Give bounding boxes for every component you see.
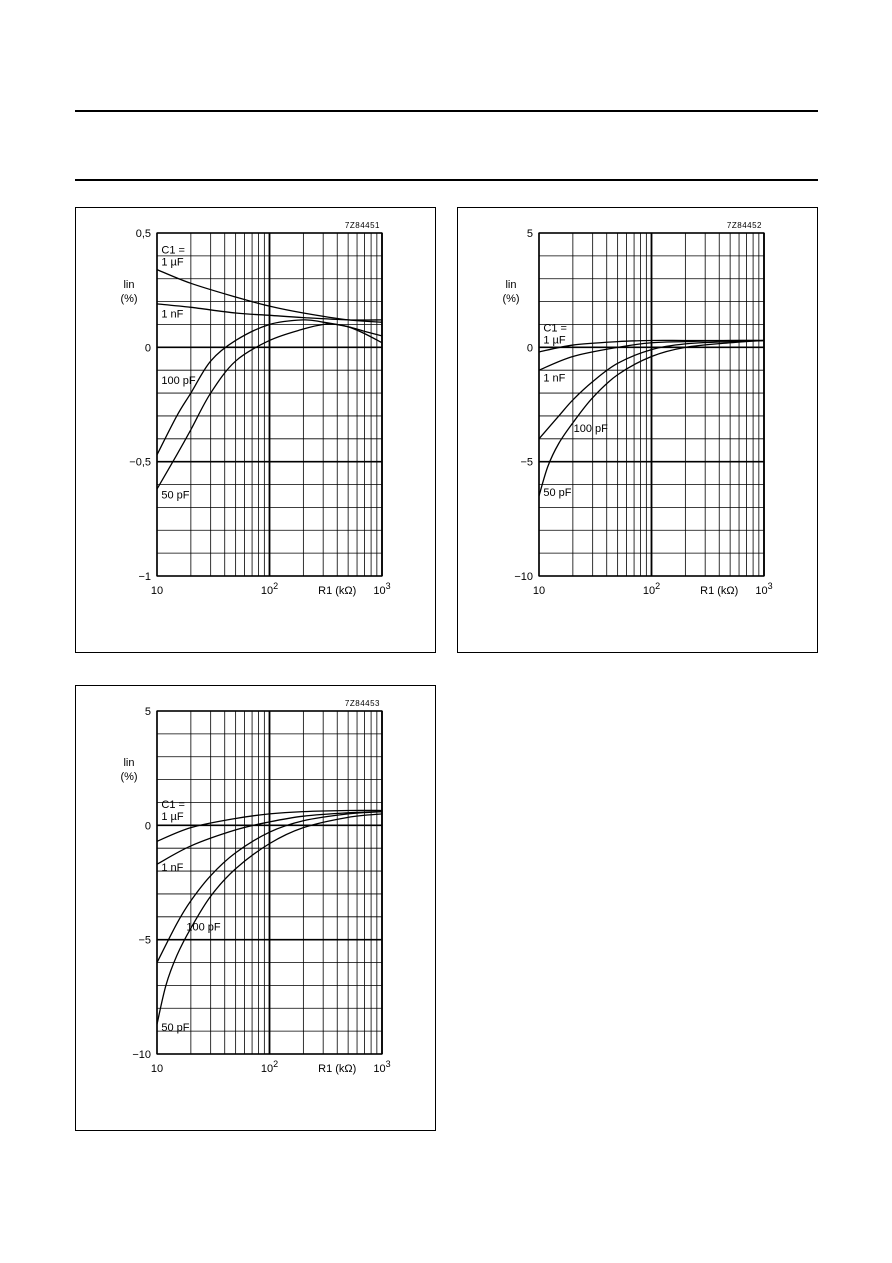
- series-label: C1 = 1 µF: [161, 244, 185, 269]
- x-axis-label: R1 (kΩ): [700, 585, 739, 597]
- y-tick-label: −10: [132, 1049, 151, 1061]
- series-label: 50 pF: [161, 489, 190, 502]
- chart-panel-2: [457, 207, 818, 653]
- x-tick-label: $10^3$: [373, 581, 391, 597]
- chart-2: [458, 208, 819, 654]
- series-label: 1 nF: [161, 862, 184, 875]
- chart-grid: [157, 233, 382, 576]
- chart-1: [76, 208, 437, 654]
- y-tick-label: −1: [138, 571, 151, 583]
- x-tick-label: $10^3$: [373, 1059, 391, 1075]
- y-tick-label: −10: [514, 571, 533, 583]
- y-tick-label: −5: [520, 456, 533, 469]
- y-tick-label: 0: [144, 820, 151, 833]
- series-label: C1 = 1 µF: [543, 322, 567, 347]
- figure-reference-code: 7Z84451: [344, 221, 380, 230]
- header-rule-bottom: [75, 179, 818, 181]
- y-tick-label: −5: [138, 934, 151, 947]
- x-tick-label: 10: [532, 585, 546, 597]
- chart-panel-3: [75, 685, 436, 1131]
- y-tick-label: 5: [526, 228, 533, 240]
- series-label: 50 pF: [161, 1022, 190, 1035]
- x-axis-label: R1 (kΩ): [318, 1063, 357, 1075]
- series-label: 1 nF: [543, 372, 566, 385]
- y-axis-label: lin (%): [502, 279, 520, 305]
- figure-reference-code: 7Z84452: [726, 221, 762, 230]
- chart-grid: [539, 233, 764, 576]
- y-tick-label: 5: [144, 706, 151, 718]
- series-label: 100 pF: [186, 921, 221, 934]
- x-tick-label: $10^3$: [755, 581, 773, 597]
- x-tick-label: $10^2$: [642, 581, 661, 597]
- y-tick-label: 0,5: [135, 228, 151, 240]
- y-axis-label: lin (%): [120, 279, 138, 305]
- y-tick-label: −0,5: [129, 456, 151, 469]
- x-tick-label: $10^2$: [260, 581, 279, 597]
- series-label: 1 nF: [161, 308, 184, 321]
- series-label: 100 pF: [161, 374, 196, 387]
- figure-reference-code: 7Z84453: [344, 699, 380, 708]
- series-label: 50 pF: [543, 486, 572, 499]
- chart-grid: [157, 711, 382, 1054]
- chart-3: [76, 686, 437, 1132]
- y-axis-label: lin (%): [120, 757, 138, 783]
- header-rule-top: [75, 110, 818, 112]
- chart-panel-1: [75, 207, 436, 653]
- x-axis-label: R1 (kΩ): [318, 585, 357, 597]
- y-tick-label: 0: [144, 342, 151, 355]
- x-tick-label: 10: [150, 1063, 164, 1075]
- series-label: C1 = 1 µF: [161, 799, 185, 824]
- x-tick-label: $10^2$: [260, 1059, 279, 1075]
- x-tick-label: 10: [150, 585, 164, 597]
- series-label: 100 pF: [573, 422, 608, 435]
- y-tick-label: 0: [526, 342, 533, 355]
